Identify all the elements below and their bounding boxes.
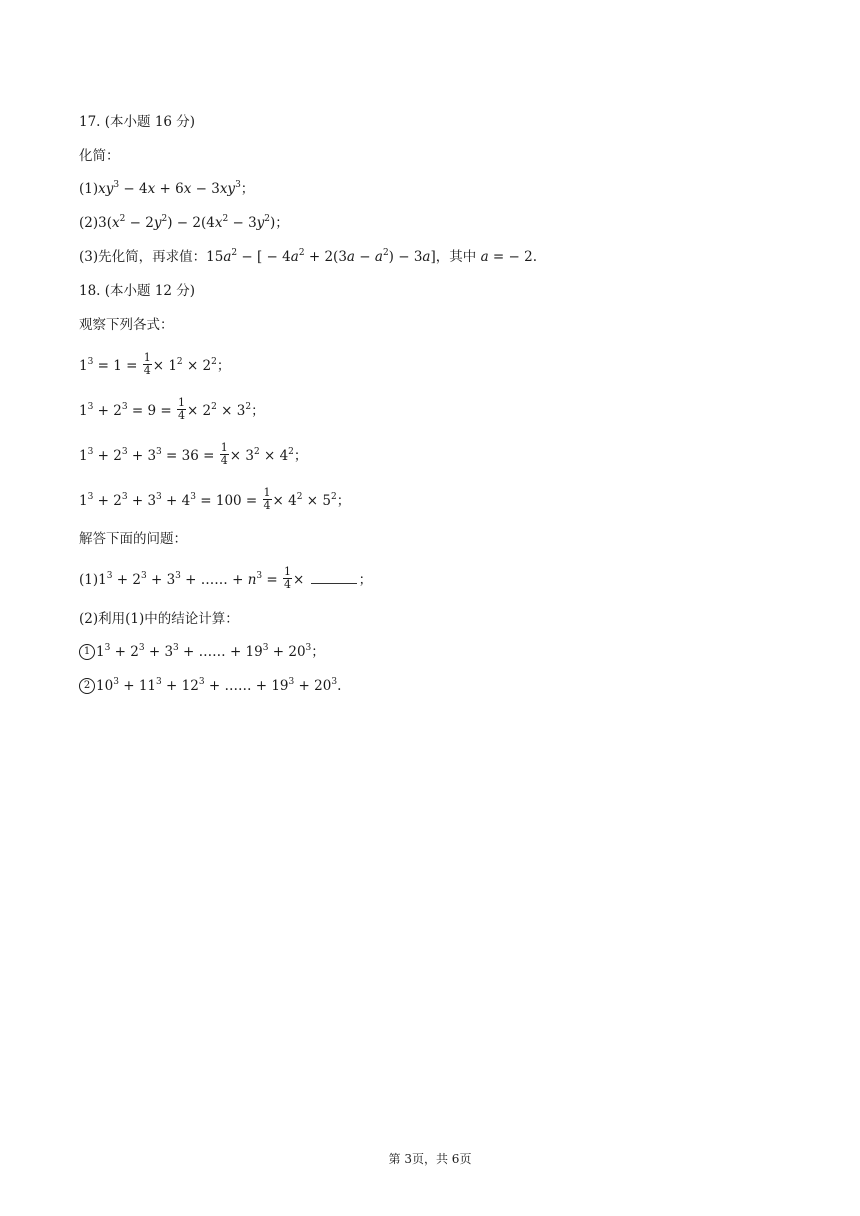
q18-formula-4: $1^3 + 2^3 + 3^3 + 4^3 = 100$ = $\frac{1}{4}$ × $4^2 \times 5^2$； <box>79 486 351 512</box>
fraction: $\frac{1}{4}$ <box>263 486 271 512</box>
part-label: (1) <box>79 572 99 588</box>
part-text: 先化简，再求值： <box>98 249 207 265</box>
fraction: $\frac{1}{4}$ <box>143 351 151 377</box>
q18-formula-1: $1^3 = 1$ = $\frac{1}{4}$ × $1^2 \times 2^2$； <box>79 351 231 377</box>
part-label: (3) <box>79 249 99 265</box>
q18-formula-2: $1^3 + 2^3 = 9$ = $\frac{1}{4}$ × $2^2 \times 3^2$； <box>79 396 265 422</box>
q18-part-1 <box>79 565 373 593</box>
fraction: $\frac{1}{4}$ <box>177 396 185 422</box>
equation: $1^3 + 2^3 + 3^3$ + …… + $19^3 + 20^3$； <box>96 643 325 660</box>
q17-part-2 <box>79 213 289 233</box>
circled-number: 2 <box>79 678 95 694</box>
q17-title: 17. (本小题 16 分) <box>79 114 196 130</box>
part-text: 利用(1)中的结论计算： <box>98 611 239 627</box>
equation: $xy^3 - 4x + 6x - 3xy^3$； <box>98 180 255 197</box>
equation: $3(x^2 - 2y^2) - 2(4x^2 - 3y^2)$； <box>98 214 289 231</box>
q18-answer-prompt: 解答下面的问题： <box>79 531 187 547</box>
part-label: (2) <box>79 611 99 627</box>
page-footer: 第 3页，共 6页 <box>388 1152 472 1166</box>
equation: $1^3 + 2^3 + 3^3$ + …… + $n^3$ = $\frac{1}{4}$ × ； <box>98 565 373 591</box>
equation: $10^3 + 11^3 + 12^3$ + …… + $19^3 + 20^3$. <box>96 677 342 694</box>
q17-part-1 <box>79 179 254 199</box>
equation: $15a^2$ − [ − $4a^2 + 2(3a - a^2) - 3a$] <box>206 248 436 265</box>
fraction: $\frac{1}{4}$ <box>220 441 228 467</box>
q18-instruction: 观察下列各式： <box>79 317 174 333</box>
part-label: (2) <box>79 215 99 231</box>
fraction: $\frac{1}{4}$ <box>284 565 292 591</box>
q17-part-3 <box>79 247 537 267</box>
q18-title: 18. (本小题 12 分) <box>79 283 196 299</box>
circled-number: 1 <box>79 644 95 660</box>
part-label: (1) <box>79 181 99 197</box>
q18-formula-3: $1^3 + 2^3 + 3^3 = 36$ = $\frac{1}{4}$ × $3^2 \times 4^2$； <box>79 441 308 467</box>
q18-part-2 <box>79 609 239 629</box>
part-tail: ，其中 <box>435 249 481 265</box>
answer-blank[interactable] <box>311 571 357 584</box>
q17-instruction: 化简： <box>79 148 120 164</box>
q18-sub-2 <box>79 676 341 696</box>
condition: a = − 2. <box>480 249 538 265</box>
q18-sub-1 <box>79 642 325 662</box>
